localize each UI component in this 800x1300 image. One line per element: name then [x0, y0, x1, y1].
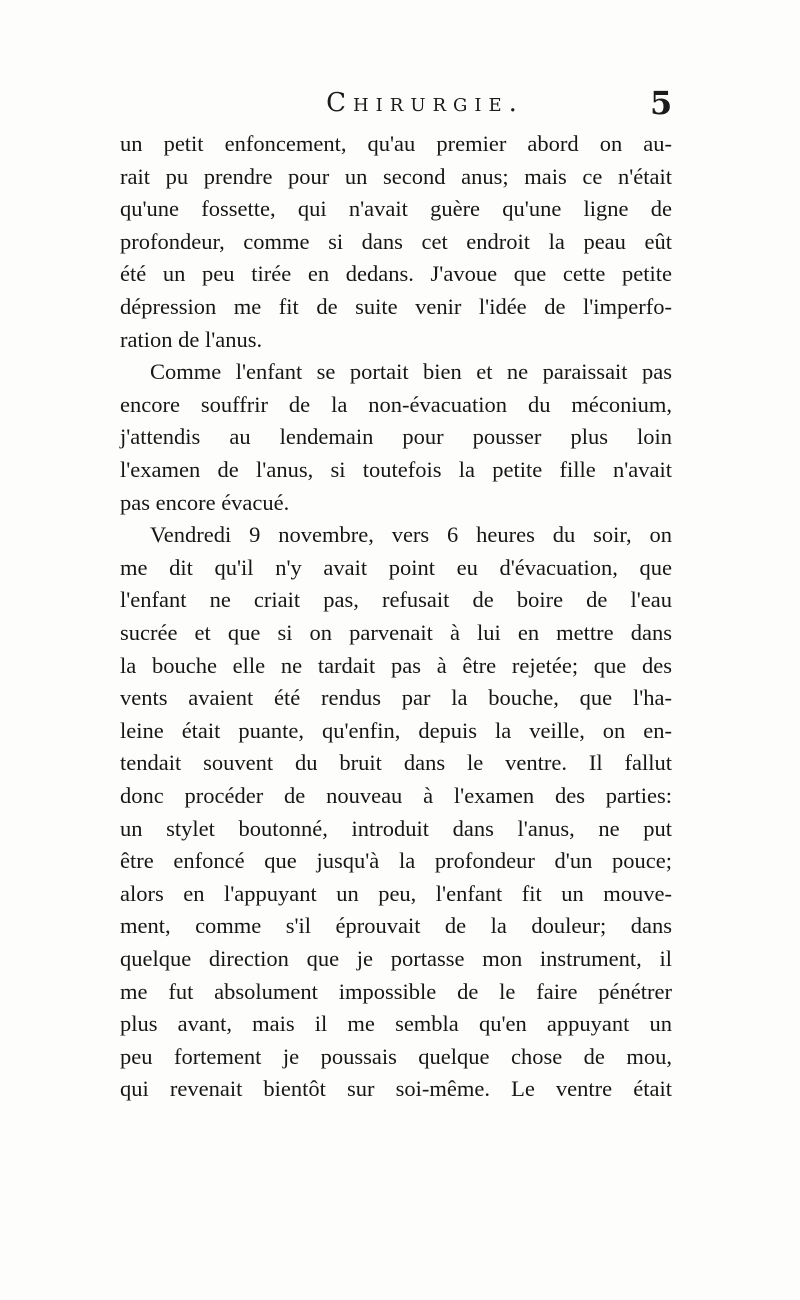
text-line: été un peu tirée en dedans. J'avoue que cette petite	[120, 261, 672, 287]
text-line: j'attendis au lendemain pour pousser plus loin	[120, 424, 672, 450]
text-line: être enfoncé que jusqu'à la profondeur d'un pouce;	[120, 848, 672, 874]
text-line: plus avant, mais il me sembla qu'en appuyant un	[120, 1011, 672, 1037]
text-line: vents avaient été rendus par la bouche, que l'ha-	[120, 685, 672, 711]
text-line: me fut absolument impossible de le faire pénétrer	[120, 978, 672, 1004]
text-line: un petit enfoncement, qu'au premier abord on au-	[120, 131, 672, 156]
text-line: dépression me fit de suite venir l'idée de l'imperfo-	[120, 294, 672, 319]
text-line: peu fortement je poussais quelque chose de mou,	[120, 1043, 672, 1069]
text-line: la bouche elle ne tardait pas à être rejetée; que des	[120, 652, 672, 678]
text-line: ration de l'anus.	[120, 326, 263, 352]
text-line: qu'une fossette, qui n'avait guère qu'une ligne de	[120, 196, 672, 222]
text-line: tendait souvent du bruit dans le ventre. Il fallut	[120, 750, 672, 776]
text-line: profondeur, comme si dans cet endroit la peau eût	[120, 228, 672, 254]
text-line: rait pu prendre pour un second anus; mais ce n'était	[120, 163, 672, 189]
text-line: qui revenait bientôt sur soi-même. Le ventre était	[120, 1076, 672, 1102]
running-title: Chirurgie.	[326, 88, 524, 118]
text-line: me dit qu'il n'y avait point eu d'évacuation, que	[120, 554, 672, 580]
text-line: un stylet boutonné, introduit dans l'anus, ne put	[120, 815, 672, 841]
text-line: ment, comme s'il éprouvait de la douleur; dans	[120, 913, 672, 939]
text-line: sucrée et que si on parvenait à lui en mettre dans	[120, 620, 672, 645]
text-line: leine était puante, qu'enfin, depuis la veille, on en-	[120, 717, 672, 743]
text-line: alors en l'appuyant un peu, l'enfant fit un mouve-	[120, 880, 672, 906]
text-line: Vendredi 9 novembre, vers 6 heures du soir, on	[150, 522, 672, 548]
text-line: donc procéder de nouveau à l'examen des parties:	[120, 783, 672, 808]
text-line: encore souffrir de la non-évacuation du méconium,	[120, 391, 672, 417]
text-line: Comme l'enfant se portait bien et ne paraissait pas	[150, 359, 672, 385]
text-line: l'enfant ne criait pas, refusait de boire de l'eau	[120, 587, 672, 613]
text-line: l'examen de l'anus, si toutefois la petite fille n'avait	[120, 457, 672, 482]
text-line: pas encore évacué.	[120, 489, 290, 515]
page-number: 5	[650, 84, 673, 122]
text-line: quelque direction que je portasse mon instrument, il	[120, 946, 672, 971]
